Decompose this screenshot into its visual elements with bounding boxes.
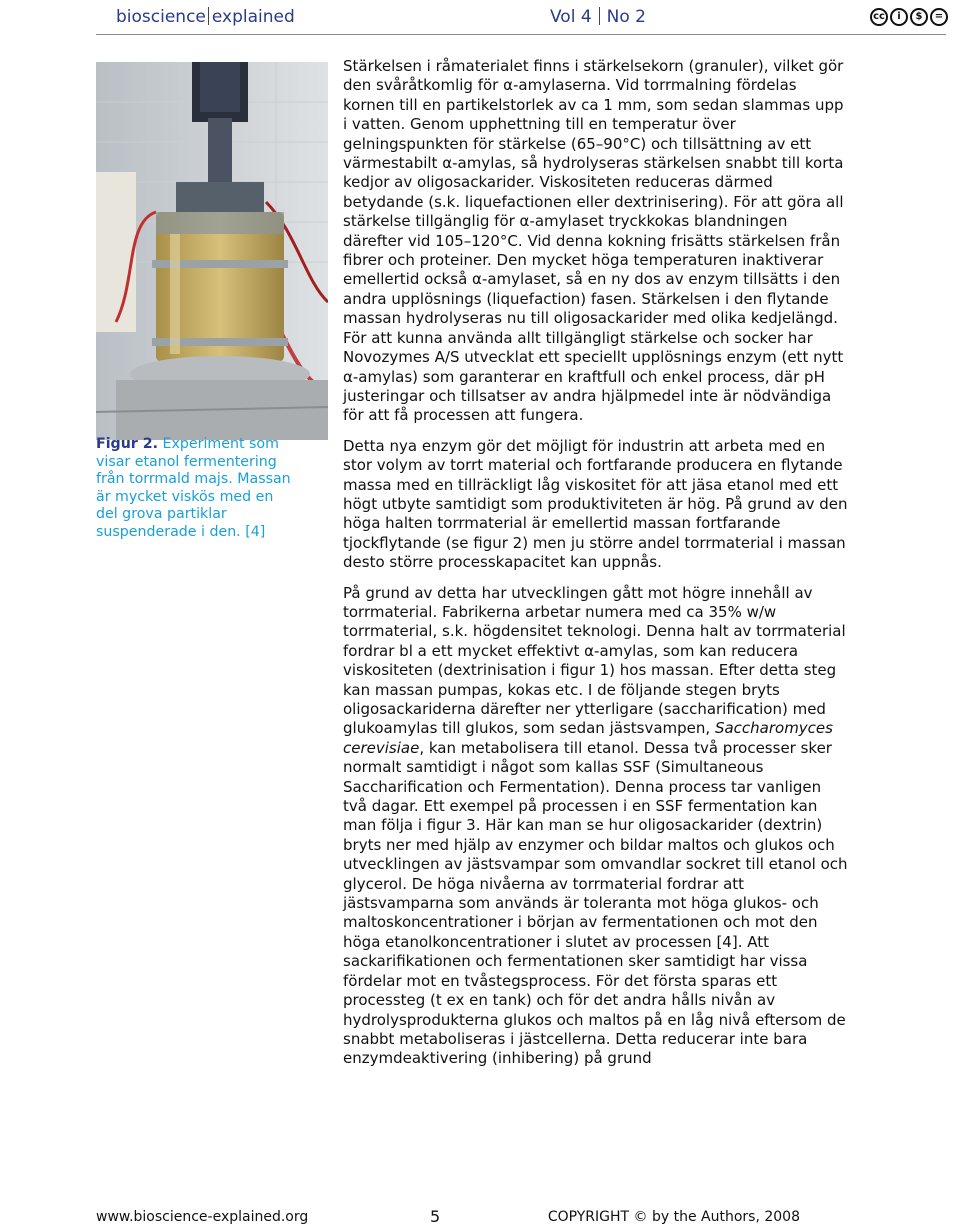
page-header — [96, 4, 944, 30]
cc-icon: cc — [870, 8, 888, 26]
figure-caption — [96, 436, 296, 541]
article-body — [343, 57, 848, 1080]
journal-brand — [116, 4, 295, 30]
page-number: 5 — [430, 1207, 441, 1226]
by-icon: i — [890, 8, 908, 26]
paragraph-3 — [343, 584, 848, 1069]
nc-icon: $ — [910, 8, 928, 26]
paragraph-3-part-a: På grund av detta har utvecklingen gått mot högre innehåll av torrmaterial. Fabrikerna arbetar numera med ca 35% w/w torrmaterial, s.k. högdensitet teknologi. Denna halt av torrmaterial fordrar bl a ett mycket effektivt α-amylas, som kan reducera viskositeten (dextrinisation i figur 1) hos massan. Efter detta steg kan massan pumpas, kokas etc. I de följande stegen bryts oligosackariderna därefter ner ytterligare (saccharification) med glukoamylas till glukos, som sedan jästsvampen, — [343, 583, 846, 738]
license-badges — [870, 8, 948, 26]
fermentation-photo — [96, 62, 328, 440]
paragraph-2: Detta nya enzym gör det möjligt för industrin att arbeta med en stor volym av torrt material och fortfarande producera en flytande massa med en tillräckligt låg viskositet för att jäsa etanol med ett högt utbyte samtidigt som produktiviteten är hög. På grund av den höga halten torrmaterial är emellertid massan fortfarande tjockflytande (se figur 2) men ju större andel torrmaterial i massan desto större processkapacitet kan uppnås. — [343, 436, 848, 572]
nd-icon: = — [930, 8, 948, 26]
vol-separator — [599, 7, 600, 25]
footer-copyright: COPYRIGHT © by the Authors, 2008 — [547, 1209, 800, 1225]
species-name: Saccharomyces cerevisiae — [343, 719, 833, 757]
header-rule — [96, 34, 946, 35]
figure-caption-text: Experiment som visar etanol fermentering från torrmald majs. Massan är mycket viskös med en del grova partiklar suspenderade i den. [4] — [96, 436, 291, 540]
paragraph-1: Stärkelsen i råmaterialet finns i stärkelsekorn (granuler), vilket gör den svåråtkomlig för α-amylaserna. Vid torrmalning fördelas kornen till en partikelstorlek av ca 1 mm, som sedan slammas upp i vatten. Genom upphettning till en temperatur över gelningspunkten för stärkelse (65–90°C) och tillsättning av ett värmestabilt α-amylas, så hydrolyseras stärkelsen snabbt till korta kedjor av oligosackarider. Viskositeten reduceras därmed betydande (s.k. liquefactionen eller dextrinisering). För att göra all stärkelse tillgänglig för α-amylaset tryckkokas blandningen därefter vid 105–120°C. Vid denna kokning frisätts stärkelsen från fibrer och proteiner. Den mycket höga temperaturen inaktiverar emellertid också α-amylaset, så en ny dos av enzym tillsätts i den andra upplösnings (liquefaction) fasen. Stärkelsen i den flytande massan hydrolyseras nu till oligosackarider med olika kedjelängd. För att kunna använda allt tillgängligt stärkelse och socker har Novozymes A/S utvecklat ett speciellt upplösnings enzym (ett nytt α-amylas) som garanterar en kraftfull och enkel process, där pH justeringar och tillsatser av andra hjälpmedel inte är nödvändiga för att få processen att fungera. — [343, 57, 844, 425]
footer-url[interactable]: www.bioscience-explained.org — [96, 1209, 309, 1225]
volume-issue — [550, 4, 646, 30]
brand-explained: explained — [211, 7, 295, 27]
paragraph-3-part-b: , kan metabolisera till etanol. Dessa två processer sker normalt samtidigt i något som kallas SSF (Simultaneous Saccharification och Fermentation). Denna process tar vanligen två dagar. Ett exempel på processen i en SSF fermentation kan man följa i figur 3. Här kan man se hur oligosackarider (dextrin) bryts ner med hjälp av enzymer och bildar maltos och glukos och utvecklingen av jästsvampar som omvandlar sockret till etanol och glycerol. De höga nivåerna av torrmaterial fordrar att jästsvamparna som används är toleranta mot höga glukos- och maltoskoncentrationer i början av fermentationen och mot den höga etanolkoncentrationer i slutet av processen [4]. Att sackarifikationen och fermentationen sker samtidigt har vissa fördelar mot en tvåstegsprocess. För det första sparas ett processteg (t ex en tank) och för det andra hålls nivån av hydrolysprodukterna glukos och maltos på en låg nivå eftersom de snabbt metaboliseras i jästcellerna. Detta reducerar inte bara enzymdeaktivering (inhibering) på grund — [343, 738, 848, 1068]
brand-bio: bioscience — [116, 7, 206, 27]
volume-label: Vol 4 — [550, 7, 592, 27]
figure-label: Figur 2. — [96, 436, 159, 452]
brand-separator — [208, 7, 209, 25]
issue-label: No 2 — [606, 7, 646, 27]
